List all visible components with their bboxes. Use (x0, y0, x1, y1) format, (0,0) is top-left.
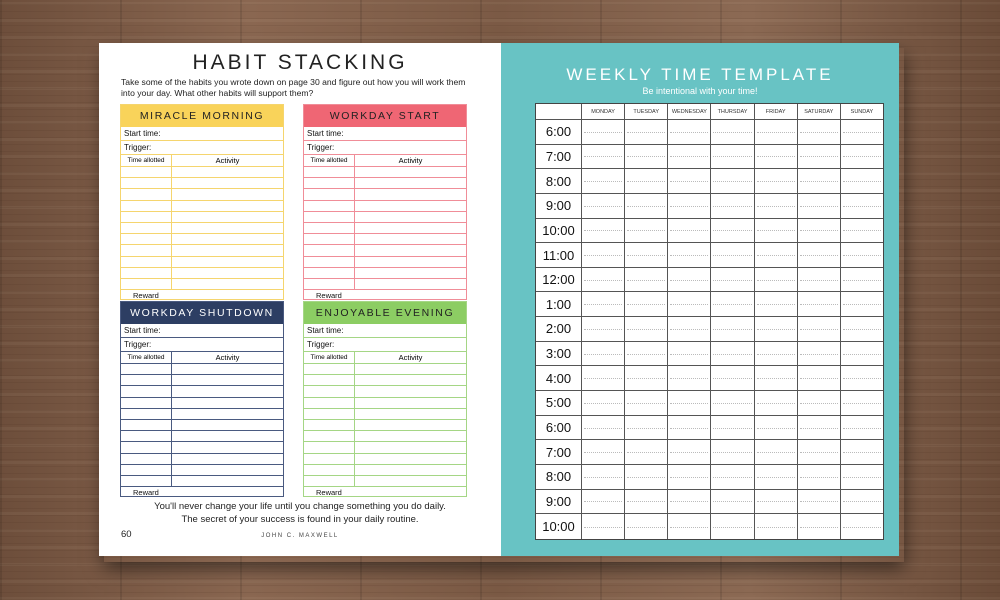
time-row (536, 490, 883, 515)
schedule-cell[interactable] (625, 465, 668, 489)
column-header (304, 155, 466, 167)
time-label: 8:00 (536, 465, 582, 489)
activity-row[interactable] (121, 279, 283, 290)
schedule-cell[interactable] (841, 292, 883, 316)
schedule-cell[interactable] (711, 440, 754, 464)
schedule-cell[interactable] (668, 391, 711, 415)
schedule-cell[interactable] (668, 366, 711, 390)
schedule-cell[interactable] (625, 440, 668, 464)
schedule-cell[interactable] (625, 292, 668, 316)
time-label: 10:00 (536, 219, 582, 243)
schedule-cell[interactable] (755, 145, 798, 169)
time-label: 3:00 (536, 342, 582, 366)
activity-row[interactable] (304, 257, 466, 268)
schedule-cell[interactable] (755, 169, 798, 193)
time-allotted-header: Time allotted (121, 352, 172, 363)
time-row (536, 465, 883, 490)
quote-line-2: The secret of your success is found in your daily routine. (181, 514, 419, 525)
schedule-cell[interactable] (668, 145, 711, 169)
schedule-cell[interactable] (711, 366, 754, 390)
schedule-cell[interactable] (798, 391, 841, 415)
intro-text: Take some of the habits you wrote down on page 30 and figure out how you will work them into your day. What other habits will support them? (121, 77, 466, 98)
schedule-cell[interactable] (798, 514, 841, 539)
activity-row[interactable] (121, 189, 283, 200)
schedule-cell[interactable] (582, 391, 625, 415)
time-row (536, 120, 883, 145)
schedule-cell[interactable] (798, 145, 841, 169)
activity-row[interactable] (304, 398, 466, 409)
schedule-cell[interactable] (582, 120, 625, 144)
trigger-field[interactable] (121, 338, 283, 352)
reward-label: Reward (316, 488, 342, 497)
schedule-cell[interactable] (711, 268, 754, 292)
column-header (121, 155, 283, 167)
activity-row[interactable] (121, 364, 283, 375)
activity-row[interactable] (304, 167, 466, 178)
schedule-cell[interactable] (841, 169, 883, 193)
schedule-cell[interactable] (625, 145, 668, 169)
schedule-cell[interactable] (625, 194, 668, 218)
day-header: SATURDAY (798, 104, 841, 119)
trigger-label: Trigger: (307, 340, 335, 349)
schedule-cell[interactable] (625, 514, 668, 539)
schedule-cell[interactable] (668, 440, 711, 464)
column-header (304, 352, 466, 364)
schedule-cell[interactable] (841, 145, 883, 169)
schedule-cell[interactable] (841, 342, 883, 366)
schedule-cell[interactable] (711, 391, 754, 415)
miracle-morning-box (120, 104, 284, 300)
section-title: WORKDAY START (329, 110, 441, 122)
activity-row[interactable] (304, 212, 466, 223)
schedule-cell[interactable] (711, 317, 754, 341)
time-label: 4:00 (536, 366, 582, 390)
activity-row[interactable] (304, 454, 466, 465)
activity-row[interactable] (304, 420, 466, 431)
schedule-cell[interactable] (582, 194, 625, 218)
schedule-cell[interactable] (841, 366, 883, 390)
activity-row[interactable] (121, 476, 283, 487)
activity-row[interactable] (121, 223, 283, 234)
schedule-cell[interactable] (582, 440, 625, 464)
schedule-cell[interactable] (841, 243, 883, 267)
schedule-cell[interactable] (711, 169, 754, 193)
workday-shutdown-box (120, 301, 284, 497)
activity-rows (304, 167, 466, 290)
schedule-cell[interactable] (755, 514, 798, 539)
schedule-cell[interactable] (755, 120, 798, 144)
section-header (121, 105, 283, 127)
time-allotted-header: Time allotted (304, 352, 355, 363)
trigger-label: Trigger: (124, 340, 152, 349)
trigger-label: Trigger: (124, 143, 152, 152)
schedule-cell[interactable] (755, 292, 798, 316)
schedule-cell[interactable] (711, 120, 754, 144)
activity-row[interactable] (121, 212, 283, 223)
activity-row[interactable] (121, 245, 283, 256)
schedule-cell[interactable] (798, 243, 841, 267)
quote-line-1: You'll never change your life until you change something you do daily. (154, 501, 446, 512)
schedule-cell[interactable] (841, 440, 883, 464)
activity-row[interactable] (121, 465, 283, 476)
schedule-cell[interactable] (625, 268, 668, 292)
schedule-cell[interactable] (582, 416, 625, 440)
page-title: WEEKLY TIME TEMPLATE (566, 65, 834, 84)
schedule-cell[interactable] (755, 342, 798, 366)
page-title: HABIT STACKING (192, 51, 408, 74)
schedule-cell[interactable] (841, 391, 883, 415)
reward-field[interactable] (304, 487, 466, 499)
weekly-grid (535, 103, 884, 540)
reward-label: Reward (316, 291, 342, 300)
schedule-cell[interactable] (582, 490, 625, 514)
schedule-cell[interactable] (798, 366, 841, 390)
activity-row[interactable] (121, 375, 283, 386)
schedule-cell[interactable] (668, 219, 711, 243)
schedule-cell[interactable] (582, 219, 625, 243)
schedule-cell[interactable] (625, 243, 668, 267)
schedule-cell[interactable] (625, 219, 668, 243)
schedule-cell[interactable] (755, 440, 798, 464)
schedule-cell[interactable] (668, 514, 711, 539)
trigger-field[interactable] (121, 141, 283, 155)
activity-row[interactable] (304, 409, 466, 420)
schedule-cell[interactable] (798, 465, 841, 489)
activity-header: Activity (398, 353, 423, 362)
activity-row[interactable] (121, 178, 283, 189)
time-row (536, 243, 883, 268)
activity-row[interactable] (304, 375, 466, 386)
schedule-cell[interactable] (841, 120, 883, 144)
activity-row[interactable] (304, 364, 466, 375)
schedule-cell[interactable] (582, 243, 625, 267)
activity-header: Activity (398, 156, 423, 165)
schedule-cell[interactable] (798, 169, 841, 193)
trigger-field[interactable] (304, 141, 466, 155)
schedule-cell[interactable] (711, 490, 754, 514)
section-title: ENJOYABLE EVENING (315, 307, 455, 319)
activity-header: Activity (215, 156, 240, 165)
time-row (536, 292, 883, 317)
start-time-field[interactable] (304, 324, 466, 338)
enjoyable-evening-box (303, 301, 467, 497)
time-label: 9:00 (536, 194, 582, 218)
weekly-time-template-page (501, 43, 899, 556)
time-allotted-header: Time allotted (304, 155, 355, 166)
schedule-cell[interactable] (841, 490, 883, 514)
schedule-cell[interactable] (582, 169, 625, 193)
start-time-label: Start time: (307, 326, 344, 335)
time-row (536, 366, 883, 391)
reward-field[interactable] (121, 487, 283, 499)
corner-cell (536, 104, 582, 119)
schedule-cell[interactable] (582, 465, 625, 489)
day-header: SUNDAY (850, 109, 874, 115)
day-header: MONDAY (582, 104, 625, 119)
activity-row[interactable] (304, 465, 466, 476)
time-row (536, 219, 883, 244)
schedule-cell[interactable] (841, 268, 883, 292)
schedule-cell[interactable] (841, 416, 883, 440)
start-time-label: Start time: (124, 129, 161, 138)
schedule-cell[interactable] (755, 219, 798, 243)
time-allotted-header: Time allotted (121, 155, 172, 166)
schedule-cell[interactable] (582, 292, 625, 316)
time-row (536, 391, 883, 416)
schedule-cell[interactable] (668, 169, 711, 193)
habit-stacking-page (99, 43, 501, 556)
time-row (536, 317, 883, 342)
time-label: 8:00 (536, 169, 582, 193)
activity-row[interactable] (121, 409, 283, 420)
column-header (121, 352, 283, 364)
schedule-cell[interactable] (582, 317, 625, 341)
trigger-label: Trigger: (307, 143, 335, 152)
schedule-cell[interactable] (625, 490, 668, 514)
activity-row[interactable] (121, 398, 283, 409)
activity-row[interactable] (304, 431, 466, 442)
section-header (121, 302, 283, 324)
schedule-cell[interactable] (582, 268, 625, 292)
schedule-cell[interactable] (711, 194, 754, 218)
schedule-cell[interactable] (625, 317, 668, 341)
schedule-cell[interactable] (711, 292, 754, 316)
schedule-cell[interactable] (841, 514, 883, 539)
schedule-cell[interactable] (798, 219, 841, 243)
schedule-cell[interactable] (755, 317, 798, 341)
day-header: THURSDAY (711, 104, 754, 119)
schedule-cell[interactable] (711, 465, 754, 489)
schedule-cell[interactable] (668, 268, 711, 292)
activity-row[interactable] (304, 386, 466, 397)
activity-row[interactable] (121, 234, 283, 245)
time-row (536, 169, 883, 194)
activity-row[interactable] (121, 167, 283, 178)
activity-row[interactable] (121, 420, 283, 431)
activity-row[interactable] (304, 189, 466, 200)
activity-row[interactable] (121, 431, 283, 442)
schedule-cell[interactable] (841, 465, 883, 489)
schedule-cell[interactable] (668, 490, 711, 514)
schedule-cell[interactable] (668, 317, 711, 341)
time-row (536, 194, 883, 219)
start-time-label: Start time: (307, 129, 344, 138)
schedule-cell[interactable] (668, 416, 711, 440)
schedule-cell[interactable] (755, 465, 798, 489)
schedule-cell[interactable] (755, 268, 798, 292)
schedule-cell[interactable] (582, 342, 625, 366)
activity-row[interactable] (121, 257, 283, 268)
activity-row[interactable] (304, 268, 466, 279)
activity-row[interactable] (304, 234, 466, 245)
section-header (304, 302, 466, 324)
schedule-cell[interactable] (798, 292, 841, 316)
activity-row[interactable] (121, 201, 283, 212)
schedule-cell[interactable] (798, 317, 841, 341)
time-row (536, 416, 883, 441)
schedule-cell[interactable] (841, 194, 883, 218)
schedule-cell[interactable] (582, 366, 625, 390)
day-header: FRIDAY (755, 104, 798, 119)
activity-row[interactable] (304, 442, 466, 453)
grid-header-row (536, 104, 883, 120)
schedule-cell[interactable] (798, 120, 841, 144)
schedule-cell[interactable] (755, 243, 798, 267)
activity-row[interactable] (304, 476, 466, 487)
time-label: 5:00 (536, 391, 582, 415)
schedule-cell[interactable] (755, 416, 798, 440)
activity-row[interactable] (304, 178, 466, 189)
trigger-field[interactable] (304, 338, 466, 352)
schedule-cell[interactable] (798, 342, 841, 366)
schedule-cell[interactable] (625, 169, 668, 193)
schedule-cell[interactable] (798, 194, 841, 218)
reward-label: Reward (133, 291, 159, 300)
schedule-cell[interactable] (711, 219, 754, 243)
time-row (536, 440, 883, 465)
section-title: MIRACLE MORNING (139, 110, 265, 122)
time-label: 6:00 (536, 120, 582, 144)
schedule-cell[interactable] (625, 120, 668, 144)
schedule-cell[interactable] (668, 194, 711, 218)
time-label: 6:00 (536, 416, 582, 440)
activity-rows (304, 364, 466, 487)
schedule-cell[interactable] (841, 219, 883, 243)
schedule-cell[interactable] (668, 243, 711, 267)
schedule-cell[interactable] (668, 120, 711, 144)
schedule-cell[interactable] (798, 440, 841, 464)
section-header (304, 105, 466, 127)
schedule-cell[interactable] (711, 514, 754, 539)
time-label: 11:00 (536, 243, 582, 267)
schedule-cell[interactable] (625, 391, 668, 415)
activity-rows (121, 364, 283, 487)
quote (99, 500, 501, 526)
schedule-cell[interactable] (711, 243, 754, 267)
time-label: 10:00 (536, 514, 582, 539)
time-row (536, 145, 883, 170)
schedule-cell[interactable] (798, 490, 841, 514)
activity-rows (121, 167, 283, 290)
time-label: 1:00 (536, 292, 582, 316)
day-header: TUESDAY (625, 104, 668, 119)
activity-row[interactable] (304, 201, 466, 212)
time-label: 2:00 (536, 317, 582, 341)
activity-row[interactable] (304, 223, 466, 234)
day-header: WEDNESDAY (668, 104, 711, 119)
start-time-field[interactable] (121, 324, 283, 338)
page-number: 60 (121, 529, 132, 540)
schedule-cell[interactable] (625, 366, 668, 390)
start-time-field[interactable] (304, 127, 466, 141)
time-label: 9:00 (536, 490, 582, 514)
activity-row[interactable] (304, 279, 466, 290)
reward-label: Reward (133, 488, 159, 497)
schedule-cell[interactable] (625, 416, 668, 440)
schedule-cell[interactable] (755, 366, 798, 390)
time-label: 12:00 (536, 268, 582, 292)
schedule-cell[interactable] (625, 342, 668, 366)
schedule-cell[interactable] (798, 268, 841, 292)
time-row (536, 342, 883, 367)
author: JOHN C. MAXWELL (261, 533, 339, 539)
time-label: 7:00 (536, 440, 582, 464)
activity-row[interactable] (121, 268, 283, 279)
start-time-field[interactable] (121, 127, 283, 141)
schedule-cell[interactable] (582, 514, 625, 539)
activity-row[interactable] (121, 454, 283, 465)
activity-row[interactable] (121, 442, 283, 453)
schedule-cell[interactable] (711, 342, 754, 366)
schedule-cell[interactable] (668, 465, 711, 489)
activity-row[interactable] (121, 386, 283, 397)
workday-start-box (303, 104, 467, 300)
schedule-cell[interactable] (711, 416, 754, 440)
schedule-cell[interactable] (711, 145, 754, 169)
schedule-cell[interactable] (755, 194, 798, 218)
schedule-cell[interactable] (755, 391, 798, 415)
schedule-cell[interactable] (582, 145, 625, 169)
time-row (536, 514, 883, 539)
schedule-cell[interactable] (668, 292, 711, 316)
time-row (536, 268, 883, 293)
time-label: 7:00 (536, 145, 582, 169)
activity-row[interactable] (304, 245, 466, 256)
schedule-cell[interactable] (841, 317, 883, 341)
start-time-label: Start time: (124, 326, 161, 335)
schedule-cell[interactable] (755, 490, 798, 514)
activity-header: Activity (215, 353, 240, 362)
page-subtitle: Be intentional with your time! (642, 86, 758, 96)
section-title: WORKDAY SHUTDOWN (130, 307, 274, 319)
schedule-cell[interactable] (668, 342, 711, 366)
schedule-cell[interactable] (798, 416, 841, 440)
